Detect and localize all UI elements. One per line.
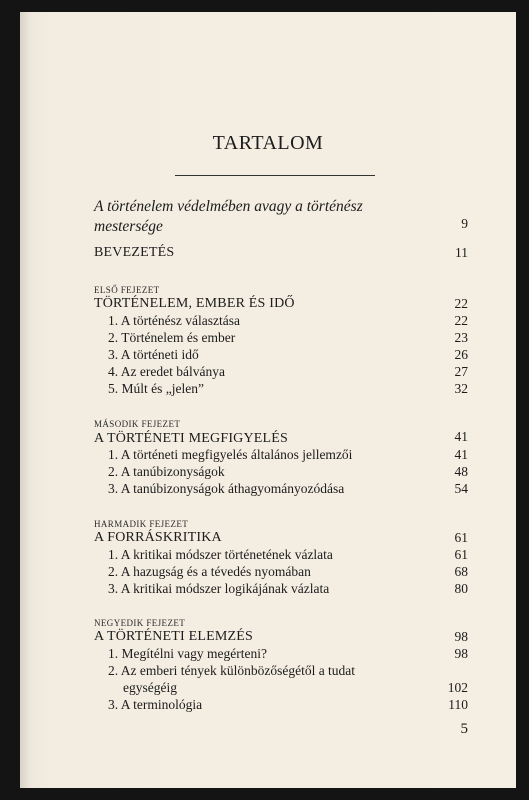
chapter-1-item-1: 1. A történész választása (108, 313, 240, 328)
chapter-2-label: MÁSODIK FEJEZET (94, 419, 181, 429)
chapter-4-label: NEGYEDIK FEJEZET (94, 618, 186, 628)
chapter-2-page-number: 41 (454, 429, 468, 444)
chapter-4-item-1: 1. Megítélni vagy megérteni? (108, 646, 267, 661)
chapter-3-item-1-page: 61 (454, 547, 468, 562)
chapter-4-item-2: 2. Az emberi tények különbözőségétől a tudat (108, 663, 356, 678)
book-page (20, 12, 516, 788)
page-title: TARTALOM (212, 132, 324, 154)
chapter-3-item-2-page: 68 (454, 564, 468, 579)
chapter-2-item-2: 2. A tanúbizonyságok (108, 464, 225, 479)
chapter-2-title: A TÖRTÉNETI MEGFIGYELÉS (94, 431, 289, 446)
intro-title-line1: A történelem védelmében avagy a történész (94, 198, 363, 215)
chapter-3-page-number: 61 (454, 530, 468, 545)
chapter-4-item-2-cont: egységéig (123, 680, 177, 695)
chapter-1-item-2-page: 23 (454, 330, 468, 345)
page-folio: 5 (460, 721, 468, 737)
chapter-1-item-4: 4. Az eredet bálványa (108, 364, 225, 379)
chapter-1-item-3: 3. A történeti idő (108, 347, 199, 362)
chapter-1-item-3-page: 26 (454, 347, 468, 362)
chapter-3-label: HARMADIK FEJEZET (94, 519, 189, 529)
chapter-1-item-1-page: 22 (454, 313, 468, 328)
chapter-2-item-2-page: 48 (454, 464, 468, 479)
chapter-4-item-3-page: 110 (448, 697, 468, 712)
chapter-1-page-number: 22 (454, 296, 468, 311)
chapter-4-item-1-page: 98 (454, 646, 468, 661)
chapter-2-item-3: 3. A tanúbizonyságok áthagyományozódása (108, 481, 345, 496)
chapter-1-item-5: 5. Múlt és „jelen” (108, 381, 204, 396)
chapter-3-item-2: 2. A hazugság és a tévedés nyomában (108, 564, 311, 579)
chapter-1-title: TÖRTÉNELEM, EMBER ÉS IDŐ (94, 296, 295, 311)
chapter-3-item-3: 3. A kritikai módszer logikájának vázlata (108, 581, 330, 596)
intro-title-line2: mestersége (94, 218, 163, 235)
title-rule (175, 175, 375, 176)
chapter-2-item-1: 1. A történeti megfigyelés általános jellemzői (108, 447, 353, 462)
chapter-4-item-3: 3. A terminológia (108, 697, 203, 712)
chapter-3-item-1: 1. A kritikai módszer történetének vázlata (108, 547, 333, 562)
chapter-1-item-2: 2. Történelem és ember (108, 330, 236, 345)
chapter-2-item-1-page: 41 (454, 447, 468, 462)
intro-page-number: 9 (461, 216, 468, 231)
chapter-4-title: A TÖRTÉNETI ELEMZÉS (94, 629, 254, 644)
chapter-3-item-3-page: 80 (454, 581, 468, 596)
chapter-4-item-2-page: 102 (447, 680, 468, 695)
chapter-1-item-5-page: 32 (454, 381, 468, 396)
introduction-page-number: 11 (455, 245, 468, 260)
chapter-2-item-3-page: 54 (454, 481, 468, 496)
chapter-4-page-number: 98 (454, 629, 468, 644)
chapter-1-label: ELSŐ FEJEZET (94, 285, 160, 295)
chapter-1-item-4-page: 27 (454, 364, 468, 379)
chapter-3-title: A FORRÁSKRITIKA (94, 530, 222, 545)
introduction-label: BEVEZETÉS (94, 245, 175, 260)
